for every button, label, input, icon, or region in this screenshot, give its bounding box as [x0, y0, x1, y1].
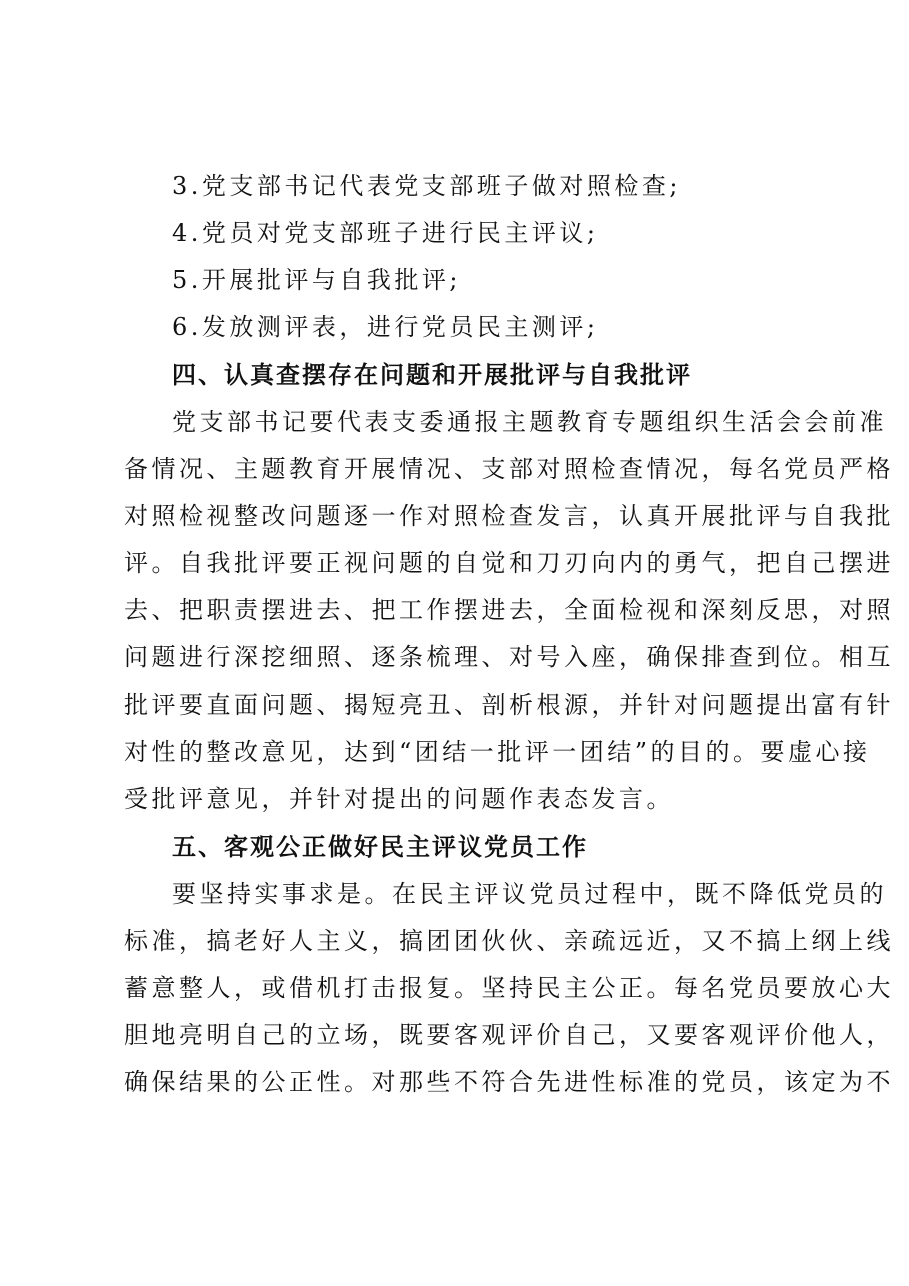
section-4-paragraph-line: 备情况、主题教育开展情况、支部对照检查情况，每名党员严格: [124, 455, 894, 483]
section-4-paragraph-line: 问题进行深挖细照、逐条梳理、对号入座，确保排查到位。相互: [124, 643, 894, 671]
section-4-paragraph-line: 去、把职责摆进去、把工作摆进去，全面检视和深刻反思，对照: [124, 596, 894, 624]
list-item-6: 6.发放测评表，进行党员民主测评;: [172, 313, 599, 341]
section-4-heading: 四、认真查摆存在问题和开展批评与自我批评: [172, 361, 692, 389]
section-4-paragraph-line: 批评要直面问题、揭短亮丑、剖析根源，并针对问题提出富有针: [124, 691, 894, 719]
section-5-paragraph-line: 确保结果的公正性。对那些不符合先进性标准的党员，该定为不: [124, 1068, 894, 1096]
list-item-3: 3.党支部书记代表党支部班子做对照检查;: [172, 172, 681, 200]
list-item-5: 5.开展批评与自我批评;: [172, 266, 461, 294]
section-5-heading: 五、客观公正做好民主评议党员工作: [172, 833, 588, 861]
section-5-paragraph-line: 胆地亮明自己的立场，既要客观评价自己，又要客观评价他人，: [124, 1021, 894, 1049]
section-4-paragraph-line: 评。自我批评要正视问题的自觉和刀刃向内的勇气，把自己摆进: [124, 549, 894, 577]
section-5-paragraph-line: 蓄意整人，或借机打击报复。坚持民主公正。每名党员要放心大: [124, 974, 894, 1002]
section-5-paragraph-line: 要坚持实事求是。在民主评议党员过程中，既不降低党员的: [172, 880, 887, 908]
section-4-paragraph-line: 受批评意见，并针对提出的问题作表态发言。: [124, 785, 674, 813]
section-5-paragraph-line: 标准，搞老好人主义，搞团团伙伙、亲疏远近，又不搞上纲上线: [124, 927, 894, 955]
section-4-paragraph-line: 对性的整改意见，达到“团结一批评一团结”的目的。要虚心接: [124, 738, 871, 766]
section-4-paragraph-line: 对照检视整改问题逐一作对照检查发言，认真开展批评与自我批: [124, 502, 894, 530]
section-4-paragraph-line: 党支部书记要代表支委通报主题教育专题组织生活会会前准: [172, 408, 887, 436]
list-item-4: 4.党员对党支部班子进行民主评议;: [172, 219, 599, 247]
